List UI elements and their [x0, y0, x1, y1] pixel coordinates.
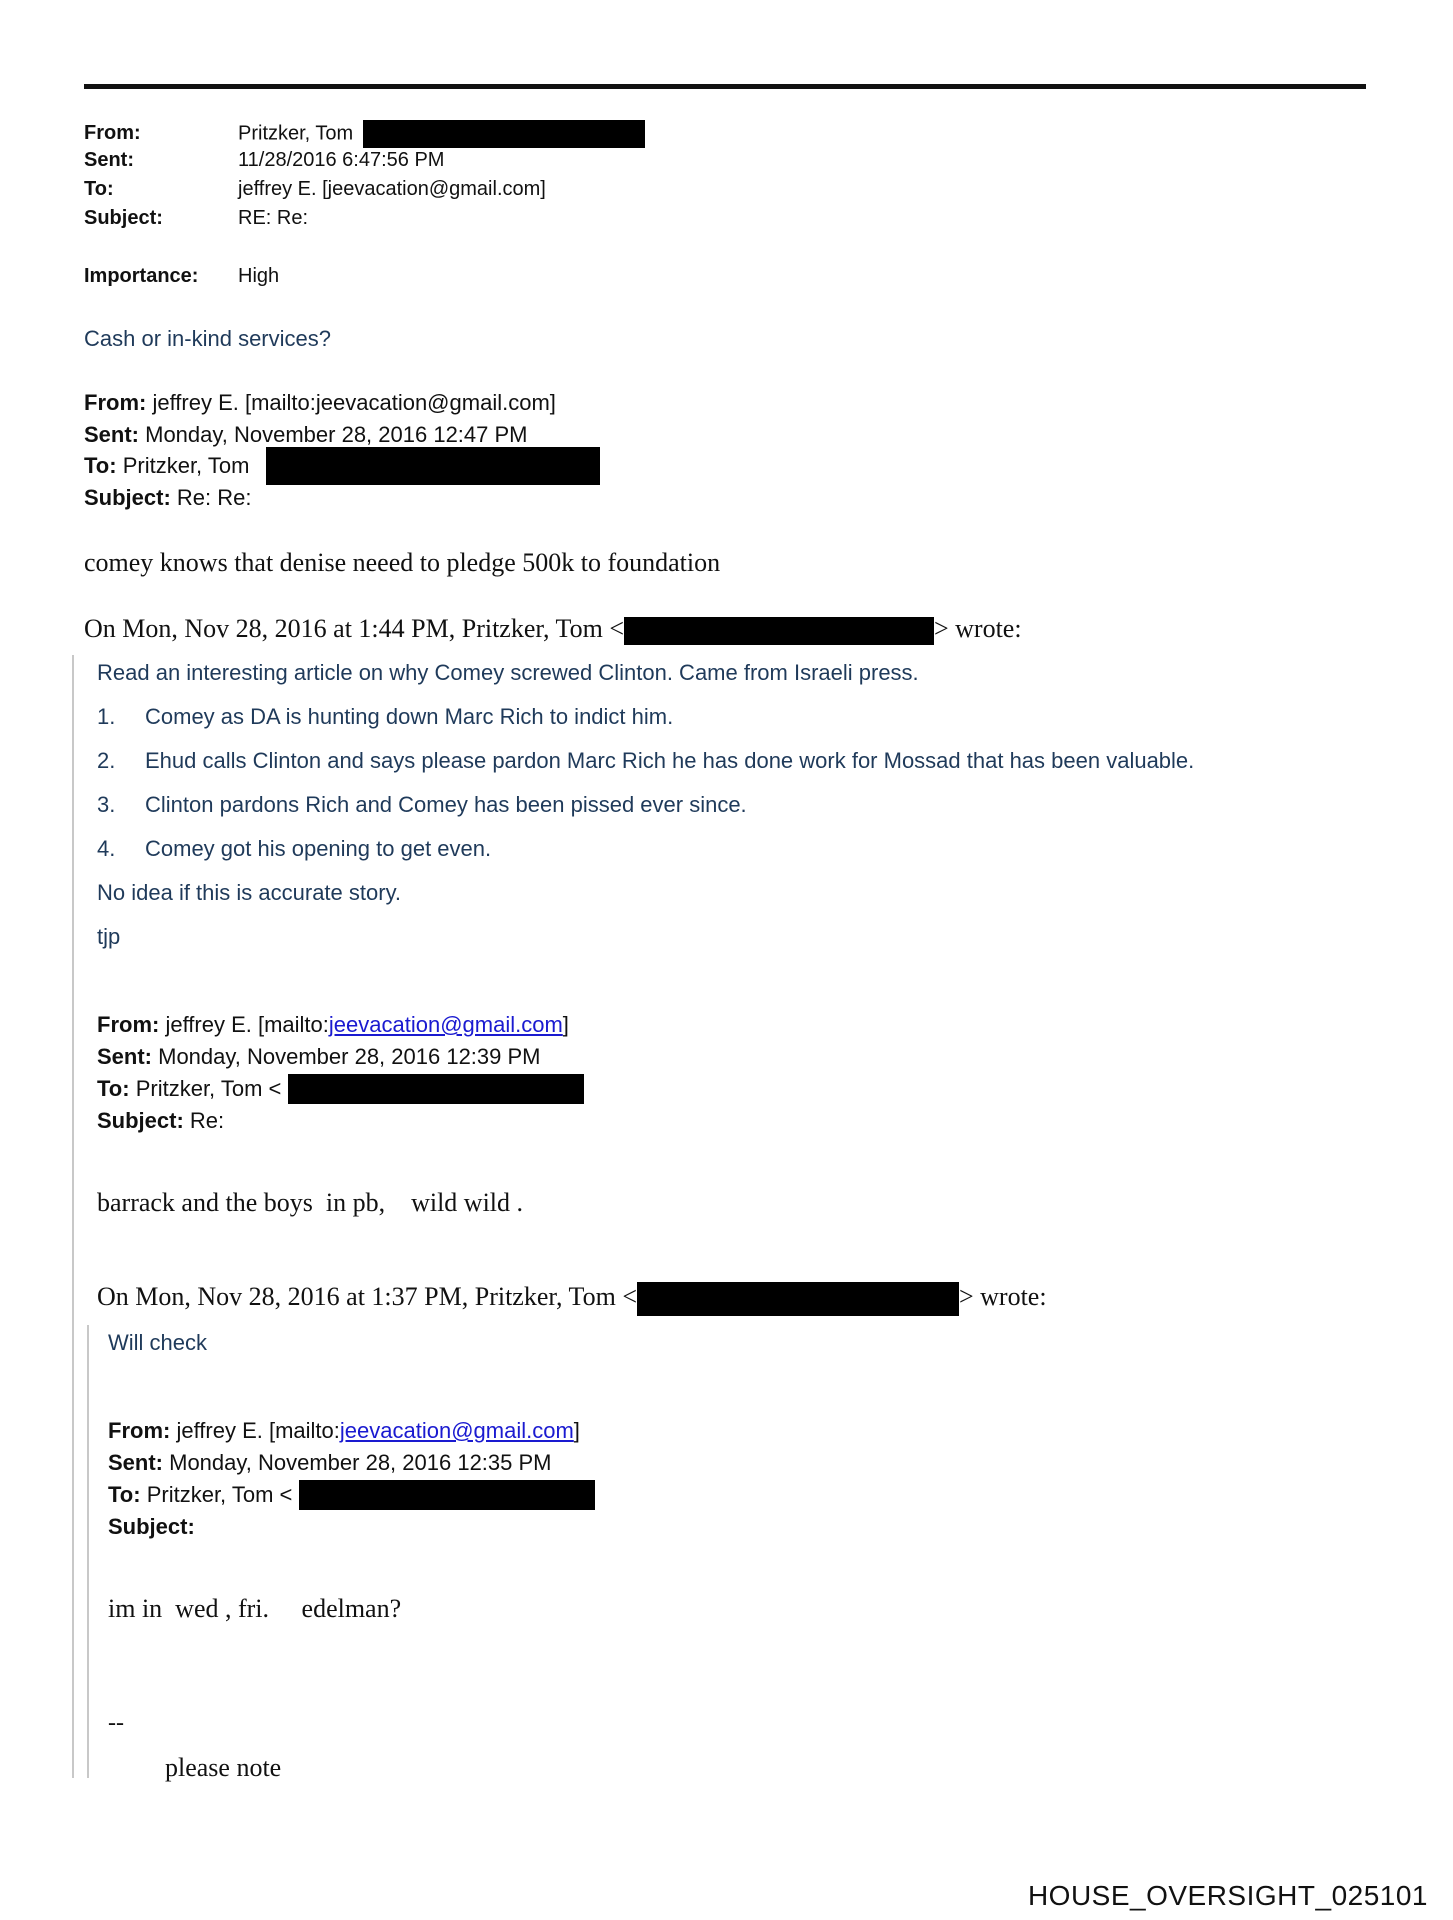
msg6-to-value: Pritzker, Tom < [146, 1482, 293, 1507]
msg4-to-value: Pritzker, Tom < [135, 1076, 282, 1101]
msg4-sent-value: Monday, November 28, 2016 12:39 PM [158, 1044, 541, 1069]
msg6-to-row [108, 1482, 292, 1508]
header-subject-value: RE: Re: [238, 207, 309, 229]
list-item [97, 748, 1194, 774]
msg4-subject-key: Subject: [97, 1108, 184, 1133]
header-from-row [84, 120, 645, 148]
redaction-bar [624, 617, 934, 645]
quote-intro-post: > wrote: [958, 1282, 1047, 1311]
msg2-from-value: jeffrey E. [mailto:jeevacation@gmail.com] [152, 390, 556, 415]
header-subject-key: Subject: [84, 207, 163, 229]
list-item-number: 4. [97, 836, 116, 861]
header-subject-row [84, 206, 308, 230]
header-to-value: jeffrey E. [jeevacation@gmail.com] [238, 178, 546, 200]
list-item-text: Comey as DA is hunting down Marc Rich to indict him. [145, 704, 674, 729]
quote-bar-level-2 [87, 1325, 89, 1778]
list-item [97, 792, 747, 818]
reply-text: Cash or in-kind services? [84, 326, 331, 351]
msg6-from-post: ] [573, 1418, 580, 1443]
msg6-subject-key: Subject: [108, 1514, 195, 1539]
header-sent-key: Sent: [84, 149, 134, 171]
quote-intro-pre: On Mon, Nov 28, 2016 at 1:44 PM, Pritzker, Tom < [84, 614, 624, 643]
list-item [97, 836, 491, 862]
msg4-from-row [97, 1012, 569, 1038]
signature-note: please note [165, 1753, 282, 1782]
msg2-sent-row [84, 422, 528, 448]
msg2-subject-key: Subject: [84, 485, 171, 510]
msg6-sent-value: Monday, November 28, 2016 12:35 PM [169, 1450, 552, 1475]
header-from-value: Pritzker, Tom [238, 122, 354, 145]
msg3-intro: Read an interesting article on why Comey screwed Clinton. Came from Israeli press. [97, 660, 919, 685]
msg6-from-row [108, 1418, 580, 1444]
msg4-to-row [97, 1076, 281, 1102]
msg2-sent-key: Sent: [84, 422, 139, 447]
email-link[interactable]: jeevacation@gmail.com [339, 1418, 574, 1443]
msg2-sent-value: Monday, November 28, 2016 12:47 PM [145, 422, 528, 447]
msg4-subject-row [97, 1108, 224, 1134]
msg3-closing: No idea if this is accurate story. [97, 880, 402, 905]
list-item-text: Comey got his opening to get even. [145, 836, 492, 861]
msg2-subject-value: Re: Re: [176, 485, 252, 510]
msg2-subject-row [84, 485, 252, 511]
msg6-from-key: From: [108, 1418, 171, 1443]
msg5-body: Will check [108, 1330, 208, 1355]
header-importance-row [84, 264, 279, 288]
quote-intro-pre: On Mon, Nov 28, 2016 at 1:37 PM, Pritzker, Tom < [97, 1282, 637, 1311]
msg4-sent-key: Sent: [97, 1044, 152, 1069]
msg4-to-key: To: [97, 1076, 130, 1101]
msg6-subject-row [108, 1514, 195, 1540]
list-item-text: Ehud calls Clinton and says please pardon Marc Rich he has done work for Mossad that has been valuable. [145, 748, 1195, 773]
msg2-to-key: To: [84, 453, 117, 478]
msg2-to-value: Pritzker, Tom [122, 453, 250, 478]
redaction-bar [363, 120, 645, 148]
header-to-key: To: [84, 178, 114, 200]
list-item-number: 2. [97, 748, 116, 773]
quote-intro-post: > wrote: [933, 614, 1022, 643]
header-sent-row [84, 148, 444, 172]
msg2-to-row [84, 453, 249, 479]
msg4-from-pre: jeffrey E. [mailto: [165, 1012, 329, 1037]
redaction-bar [288, 1074, 584, 1104]
redaction-bar [299, 1480, 595, 1510]
email-link[interactable]: jeevacation@gmail.com [328, 1012, 563, 1037]
msg6-sent-key: Sent: [108, 1450, 163, 1475]
msg6-sent-row [108, 1450, 552, 1476]
msg4-body: barrack and the boys in pb, wild wild . [97, 1188, 524, 1217]
header-sent-value: 11/28/2016 6:47:56 PM [238, 149, 445, 171]
msg4-from-key: From: [97, 1012, 160, 1037]
msg2-from-row [84, 390, 556, 416]
redaction-bar [637, 1282, 959, 1316]
msg6-from-pre: jeffrey E. [mailto: [176, 1418, 340, 1443]
msg6-to-key: To: [108, 1482, 141, 1507]
top-rule [84, 84, 1366, 89]
list-item-number: 3. [97, 792, 116, 817]
msg4-from-post: ] [562, 1012, 569, 1037]
header-to-row [84, 177, 546, 201]
document-id-footer: HOUSE_OVERSIGHT_025101 [1027, 1880, 1428, 1911]
msg2-body: comey knows that denise neeed to pledge 500k to foundation [84, 548, 721, 577]
msg6-body: im in wed , fri. edelman? [108, 1594, 402, 1623]
list-item-text: Clinton pardons Rich and Comey has been pissed ever since. [145, 792, 747, 817]
msg3-signature: tjp [97, 924, 121, 949]
list-item [97, 704, 673, 730]
header-importance-key: Importance: [84, 265, 199, 287]
msg4-subject-value: Re: [189, 1108, 225, 1133]
list-item-number: 1. [97, 704, 116, 729]
header-from-key: From: [84, 122, 141, 145]
msg2-quote-intro [84, 614, 1022, 645]
signature-dashes: -- [108, 1710, 124, 1736]
msg2-from-key: From: [84, 390, 147, 415]
quote-bar-level-1 [72, 655, 74, 1778]
msg4-sent-row [97, 1044, 541, 1070]
msg4-quote-intro [97, 1282, 1047, 1316]
redaction-bar [266, 447, 600, 485]
header-importance-value: High [238, 265, 280, 287]
